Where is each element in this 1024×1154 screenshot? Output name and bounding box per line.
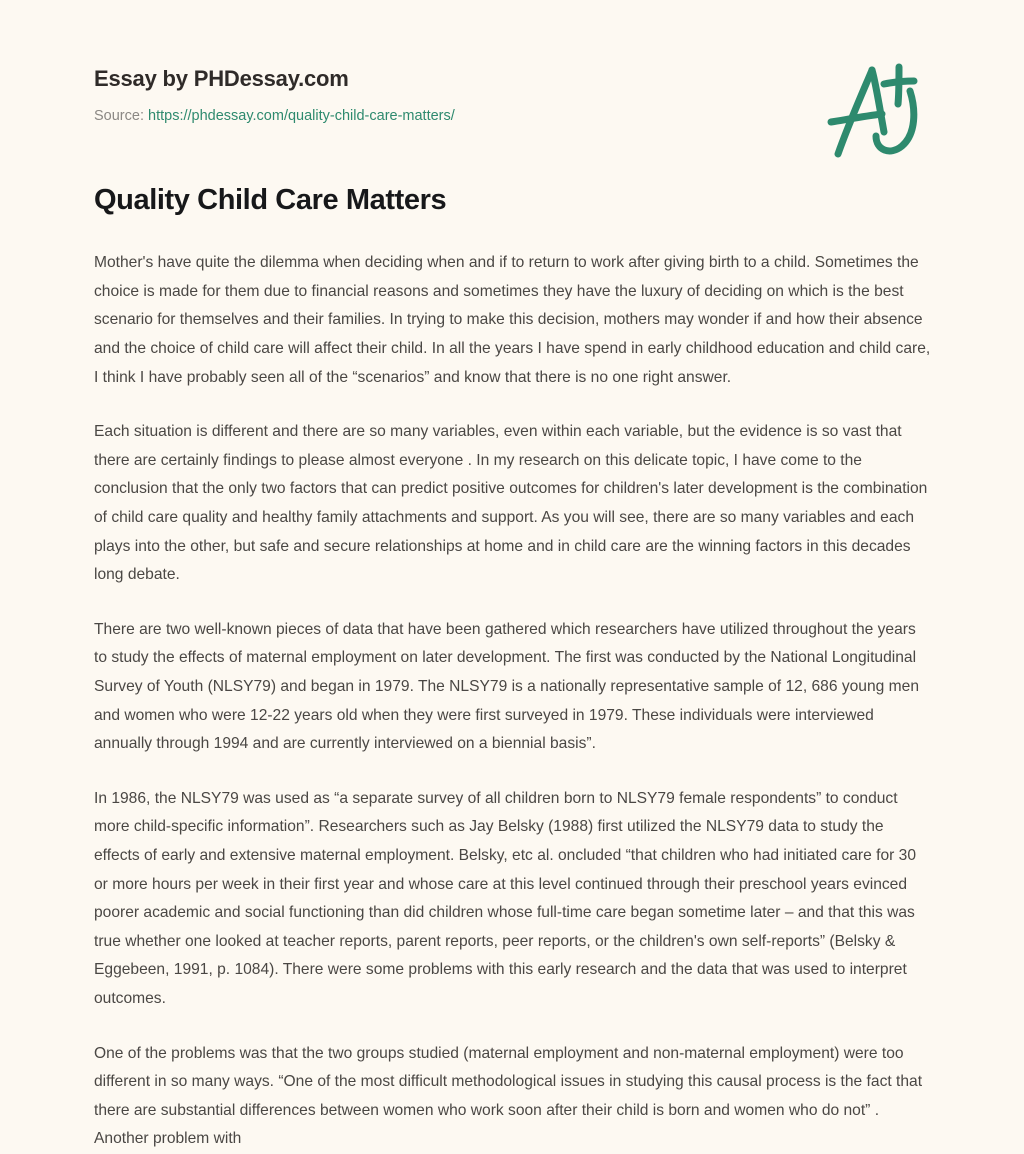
brand-title: Essay by PHDessay.com bbox=[94, 66, 349, 91]
a-plus-logo-icon bbox=[810, 58, 930, 168]
source-label: Source: bbox=[94, 108, 144, 125]
article-body bbox=[94, 218, 932, 1154]
paragraph: In 1986, the NLSY79 was used as “a separate survey of all children born to NLSY79 female respondents” to conduct more child-specific information”. Researchers such as Jay Belsky (1988) first utilized the NLSY79 data to study the effects of early and extensive maternal employment. Belsky, etc al. oncluded “that children who had initiated care for 30 or more hours per week in their first year and whose care at this level continued through their preschool years evinced poorer academic and social functioning than did children whose full-time care began sometime later – and that this was true whether one looked at teacher reports, parent reports, peer reports, or the children's own self-reports” (Belsky & Eggebeen, 1991, p. 1084). There were some problems with this early research and the data that was used to interpret outcomes. bbox=[94, 789, 917, 1007]
page-title: Quality Child Care Matters bbox=[94, 184, 447, 216]
paragraph: One of the problems was that the two groups studied (maternal employment and non-maternal employment) were too different in so many ways. “One of the most difficult methodological issues in studying this causal process is the fact that there are substantial differences between women who work soon after their child is born and women who do not” . Another problem with bbox=[94, 1044, 923, 1148]
page-header bbox=[94, 0, 930, 125]
source-url-link[interactable]: https://phdessay.com/quality-child-care-matters/ bbox=[148, 108, 455, 125]
paragraph: There are two well-known pieces of data that have been gathered which researchers have utilized throughout the years to study the effects of maternal employment on later development. The first was conducted by the National Longitudinal Survey of Youth (NLSY79) and began in 1979. The NLSY79 is a nationally representative sample of 12, 686 young men and women who were 12-22 years old when they were first surveyed in 1979. These individuals were interviewed annually through 1994 and are currently interviewed on a biennial basis”. bbox=[94, 620, 919, 753]
paragraph: Mother's have quite the dilemma when deciding when and if to return to work after giving birth to a child. Sometimes the choice is made for them due to financial reasons and sometimes they have the luxury of deciding on which is the best scenario for themselves and their families. In trying to make this decision, mothers may wonder if and how their absence and the choice of child care will affect their child. In all the years I have spend in early childhood education and child care, I think I have probably seen all of the “scenarios” and know that there is no one right answer. bbox=[94, 254, 931, 386]
source-line bbox=[94, 108, 930, 125]
paragraph: Each situation is different and there are so many variables, even within each variable, but the evidence is so vast that there are certainly findings to please almost everyone . In my research on this delicate topic, I have come to the conclusion that the only two factors that can predict positive outcomes for children's later development is the combination of child care quality and healthy family attachments and support. As you will see, there are so many variables and each plays into the other, but safe and secure relationships at home and in child care are the winning factors in this decades long debate. bbox=[94, 423, 928, 584]
